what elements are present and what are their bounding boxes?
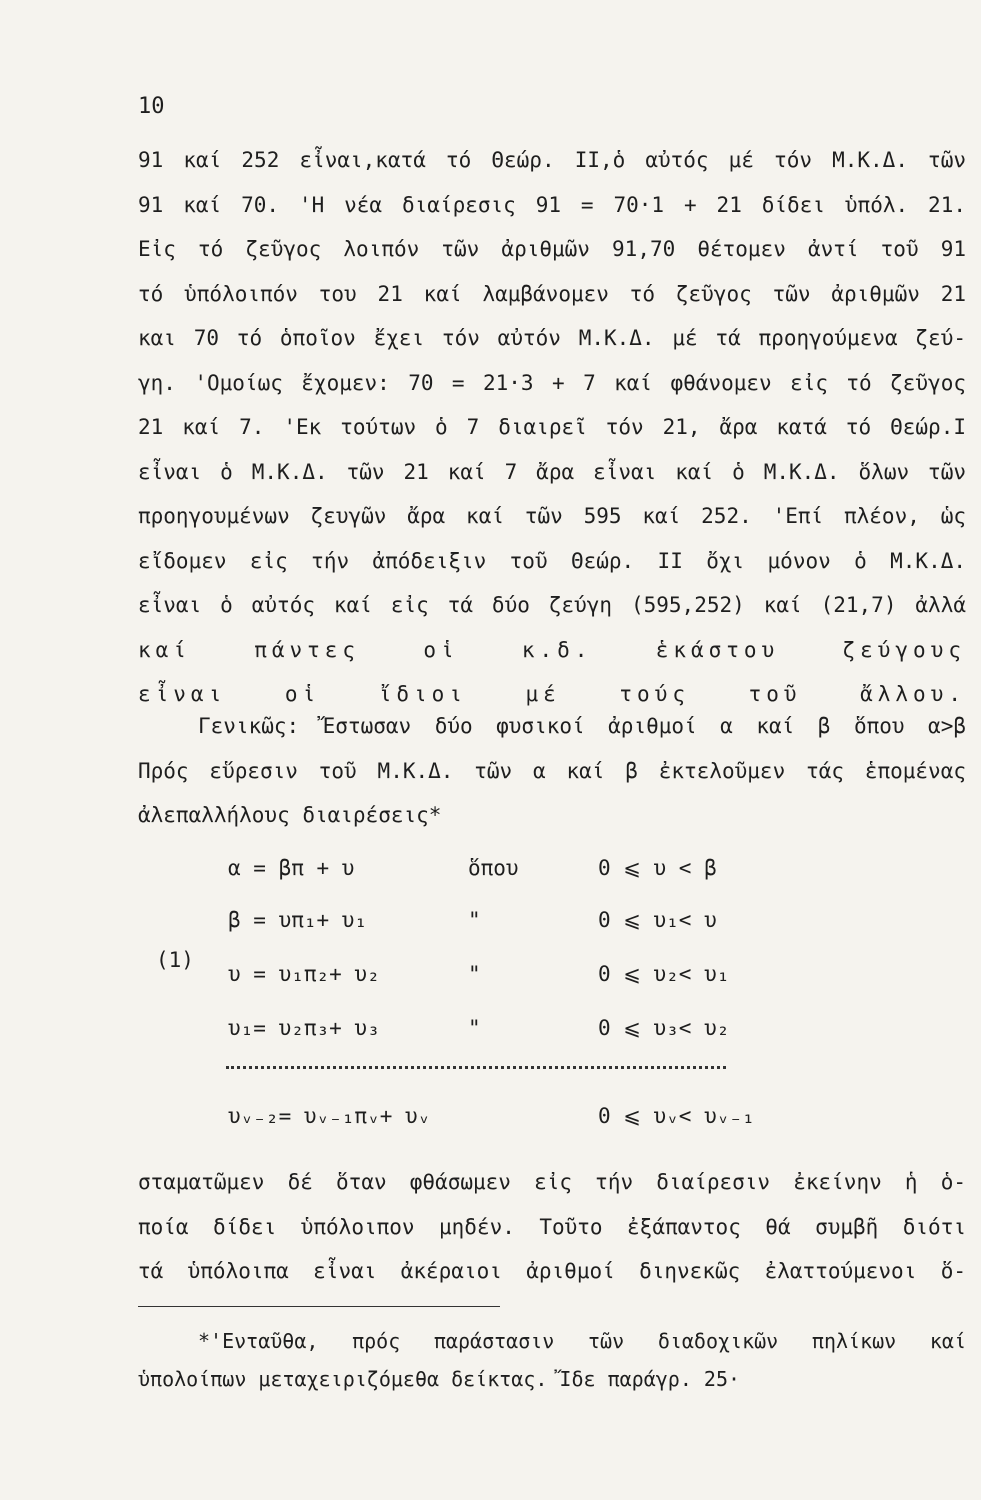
text-line: Γενικῶς: Ἔστωσαν δύο φυσικοί ἀριθμοί α καί β ὅπου α>β [198,714,966,738]
equation-condition: " [468,908,481,932]
footnote [138,1322,966,1398]
text-line: εἴδομεν εἰς τήν ἀπόδειξιν τοῦ Θεώρ. ΙΙ ὄχι μόνον ὁ Μ.Κ.Δ. [138,548,966,573]
text-line: 91 καί 252 εἶναι,κατά τό Θεώρ. ΙΙ,ὁ αὐτός μέ τόν Μ.Κ.Δ. τῶν [138,148,966,172]
footnote-line: ὑπολοίπων μεταχειριζόμεθα δείκτας. Ἴδε παράγρ. 25· [138,1367,741,1391]
text-line-spaced: εἶναι οἱ ἴδιοι μέ τούς τοῦ ἄλλου. [138,682,966,706]
text-line: τά ὑπόλοιπα εἶναι ἀκέραιοι ἀριθμοί διηνεκῶς ἐλαττούμενοι ὅ- [138,1259,966,1283]
text-line-spaced: καί πάντες οἱ κ.δ. ἑκάστου ζεύγους [138,637,966,662]
text-line: 21 καί 7. 'Εκ τούτων ὁ 7 διαιρεῖ τόν 21, ἄρα κατά τό Θεώρ.Ι [138,415,966,439]
text-line: γη. 'Ομοίως ἔχομεν: 70 = 21·3 + 7 καί φθάνομεν εἰς τό ζεῦγος [138,370,966,395]
equation-condition: " [468,1016,481,1040]
equation-row [138,900,966,940]
text-line: 91 καί 70. 'Η νέα διαίρεσις 91 = 70·1 + 21 δίδει ὑπόλ. 21. [138,192,966,217]
paragraph-2 [138,704,966,838]
equation-row [138,848,966,888]
equation-inequality: 0 ⩽ υᵥ< υᵥ₋₁ [598,1104,755,1128]
equation-lhs: υ₁= υ₂π₃+ υ₃ [228,1016,380,1040]
text-line: και 70 τό ὁποῖον ἔχει τόν αὐτόν Μ.Κ.Δ. μέ τά προηγούμενα ζεύ- [138,326,966,350]
paragraph-1 [138,138,966,717]
equation-label: (1) [156,948,194,972]
equation-lhs: υ = υ₁π₂+ υ₂ [228,962,380,986]
equation-row [138,1008,966,1048]
text-line: Εἰς τό ζεῦγος λοιπόν τῶν ἀριθμῶν 91,70 θέτομεν ἀντί τοῦ 91 [138,237,966,261]
page-number: 10 [138,94,165,119]
text-line: Πρός εὕρεσιν τοῦ Μ.Κ.Δ. τῶν α καί β ἐκτελοῦμεν τάς ἑπομένας [138,758,966,783]
equation-row [138,954,966,994]
text-line: ποία δίδει ὑπόλοιπον μηδέν. Τοῦτο ἐξάπαντος θά συμβῆ διότι [138,1214,966,1239]
footnote-rule [138,1306,500,1307]
equation-condition: " [468,962,481,986]
equation-lhs: β = υπ₁+ υ₁ [228,908,368,932]
equation-condition: ὅπου [468,856,519,880]
text-line: ἀλεπαλλήλους διαιρέσεις* [138,803,442,827]
footnote-line: *'Ενταῦθα, πρός παράστασιν τῶν διαδοχικῶν πηλίκων καί [198,1329,966,1353]
equation-lhs: α = βπ + υ [228,856,355,880]
text-line: προηγουμένων ζευγῶν ἄρα καί τῶν 595 καί 252. 'Επί πλέον, ὡς [138,504,966,528]
equation-system [138,848,966,1148]
equation-lhs: υᵥ₋₂= υᵥ₋₁πᵥ+ υᵥ [228,1104,431,1128]
dotted-separator [226,1066,726,1069]
equation-inequality: 0 ⩽ υ < β [598,856,717,880]
text-line: εἶναι ὁ Μ.Κ.Δ. τῶν 21 καί 7 ἄρα εἶναι καί ὁ Μ.Κ.Δ. ὅλων τῶν [138,459,966,484]
text-line: σταματῶμεν δέ ὅταν φθάσωμεν εἰς τήν διαίρεσιν ἐκείνην ἡ ὁ- [138,1170,966,1194]
text-line: τό ὑπόλοιπόν του 21 καί λαμβάνομεν τό ζεῦγος τῶν ἀριθμῶν 21 [138,281,966,306]
text-line: εἶναι ὁ αὐτός καί εἰς τά δύο ζεύγη (595,252) καί (21,7) ἀλλά [138,593,966,617]
equation-row [138,1096,966,1136]
equation-inequality: 0 ⩽ υ₁< υ [598,908,717,932]
equation-inequality: 0 ⩽ υ₂< υ₁ [598,962,730,986]
paragraph-3 [138,1160,966,1294]
equation-inequality: 0 ⩽ υ₃< υ₂ [598,1016,730,1040]
